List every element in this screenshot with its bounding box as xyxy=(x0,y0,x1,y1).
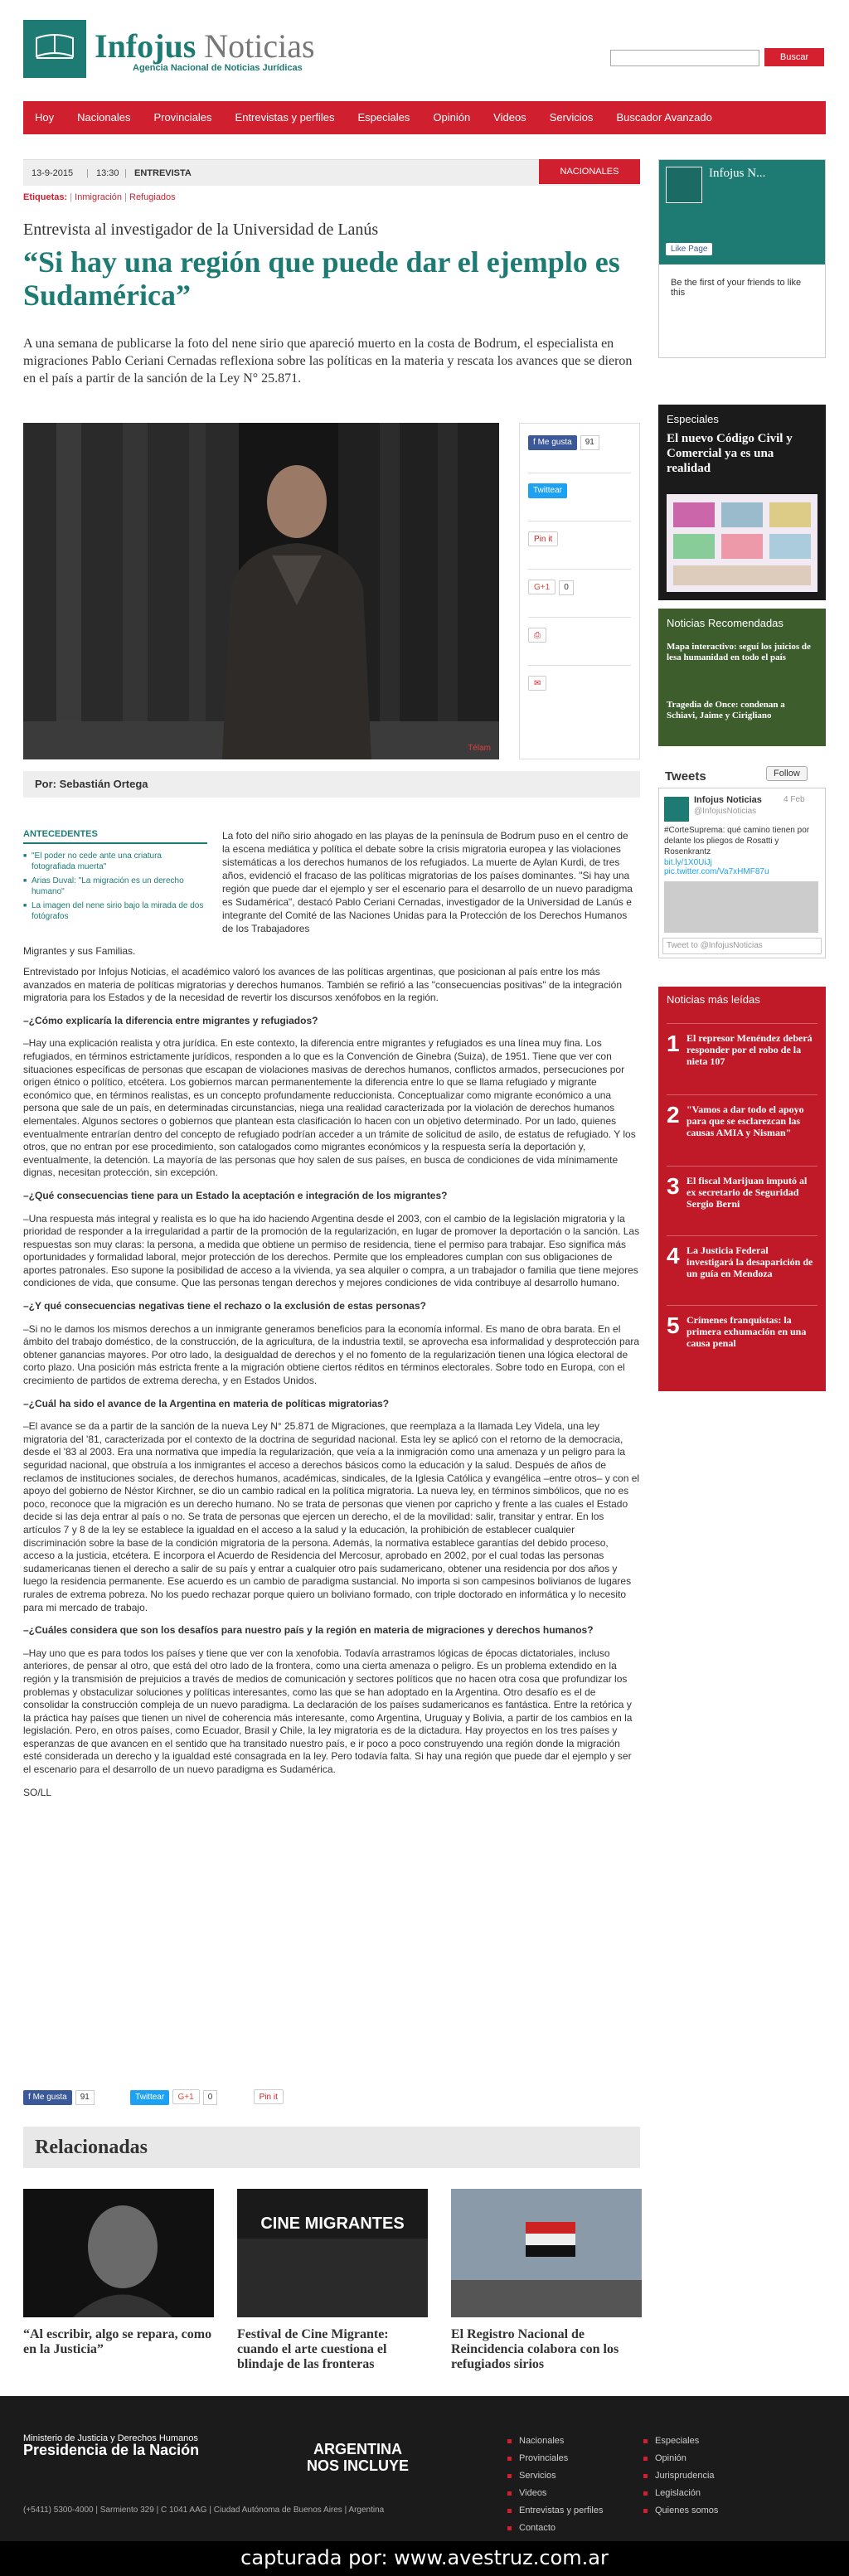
mas-leidas-title[interactable]: La Justicia Federal investigará la desaparición de un guía en Mendoza xyxy=(686,1244,813,1279)
article-date: 13-9-2015 xyxy=(32,168,74,178)
twitter-widget xyxy=(658,763,826,982)
main-nav xyxy=(23,101,826,134)
tag-link[interactable]: Refugiados xyxy=(129,192,176,202)
rank-number: 5 xyxy=(667,1312,680,1338)
portrait-image xyxy=(23,423,499,759)
antecedentes-title: ANTECEDENTES xyxy=(23,829,207,844)
section-badge[interactable]: NACIONALES xyxy=(539,159,640,184)
article-byline: Por: Sebastián Ortega xyxy=(23,771,640,798)
facebook-widget xyxy=(658,159,826,358)
tags-row: Etiquetas: | Inmigración | Refugiados xyxy=(23,192,176,202)
especiales-title[interactable]: El nuevo Código Civil y Comercial ya es una realidad xyxy=(667,432,793,475)
twitter-button[interactable]: Twittear xyxy=(528,483,567,498)
footer-link[interactable]: Quienes somos xyxy=(643,2502,718,2520)
article-paragraph: –Si no le damos los mismos derechos a un inmigrante generamos beneficios para la economía informal. Es mano de obra barata. En el ámbito del trabajo doméstico, de la construcción, de la agricultura, de la industria textil, se aprovecha esa informalidad y desprotección para obtener ganancias mayores. Por otro lado, la desigualdad de derechos y el no fomento de la regularización tienen una lógica electoral de corto plazo. Una posición más estricta frente a la migración obtiene ciertos réditos en términos electorales. Sobre todo en Europa, con el crecimiento de partidos de extrema derecha, y en Estados Unidos. xyxy=(23,1322,640,1387)
tweet-handle[interactable]: @InfojusNoticias xyxy=(694,807,757,816)
mas-leidas-title[interactable]: El represor Menéndez deberá responder por el robo de la nieta 107 xyxy=(686,1032,813,1067)
tag-link[interactable]: Inmigración xyxy=(75,192,123,202)
especiales-heading: Especiales xyxy=(667,413,719,425)
related-image-text: CINE MIGRANTES xyxy=(260,2215,405,2233)
article-paragraph: Migrantes y sus Familias. xyxy=(23,945,136,957)
antecedentes-link[interactable]: ■ La imagen del nene sirio bajo la mirada de dos fotógrafos xyxy=(23,900,207,922)
nav-item-buscador[interactable]: Buscador Avanzado xyxy=(616,111,712,124)
brand-tagline: Agencia Nacional de Noticias Jurídicas xyxy=(133,63,303,73)
nav-item-opinion[interactable]: Opinión xyxy=(433,111,471,124)
facebook-like-count: 91 xyxy=(580,435,599,450)
article-kicker: Entrevista al investigador de la Universidad de Lanús xyxy=(23,221,379,239)
antecedentes-link[interactable]: ■ Arias Duval: "La migración es un derecho humano" xyxy=(23,876,207,897)
nav-item-entrevistas[interactable]: Entrevistas y perfiles xyxy=(235,111,335,124)
article-paragraph: –Hay una explicación realista y otra jurídica. En este contexto, la diferencia entre migrantes y refugiados es una línea muy fina. Los refugiados, en términos estrictamente jurídicos, responden a lo que es la Convención de Ginebra (Suiza), de 1951. Tiene que ver con situaciones específicas de personas que escapan de violaciones masivas de derechos humanos, conflictos armados, persecuciones por origen étnico o político, etcétera. Los gobiernos marcan permanentemente la diferencia entre lo que se llama refugiado y migrante económico que, en términos realistas, es un concepto profundamente reduccionista. Conceptualizar como migrante económico a una persona que sale de un país, en determinadas circunstancias, niega una realidad caracterizada por la violación de derechos humanos elementales. Algunos sectores o gobiernos que plantean esta clasificación lo hacen con un objetivo determinado. Por un lado, quienes eventualmente entrarían dentro del concepto de refugiado podrían acceder a un trámite de solicitud de asilo, de estatus de refugiado. Y los otros, que no entran por ese procedimiento, son catalogados como migrantes económicos y la respuesta sería la deportación y, eventualmente, la detención. La mayoría de las personas que hoy salen de sus países, en busca de condiciones de vida mínimamente dignas, necesitan protección, sin excepción. xyxy=(23,1037,636,1179)
book-icon xyxy=(35,32,75,60)
mas-leidas-heading: Noticias más leídas xyxy=(667,993,760,1006)
footer-link[interactable]: Contacto xyxy=(507,2520,603,2537)
google-plus-count: 0 xyxy=(559,580,574,595)
photo-credit: Télam xyxy=(468,744,491,753)
print-icon[interactable]: ⎙ xyxy=(528,628,546,643)
nav-item-hoy[interactable]: Hoy xyxy=(35,111,55,124)
mas-leidas-title[interactable]: El fiscal Marijuan imputó al ex secretario de Seguridad Sergio Berni xyxy=(686,1175,808,1210)
related-title[interactable]: El Registro Nacional de Reincidencia colabora con los refugiados sirios xyxy=(451,2327,619,2371)
tweet-compose-input[interactable]: Tweet to @InfojusNoticias xyxy=(662,938,822,954)
footer-link[interactable]: Especiales xyxy=(643,2433,718,2450)
rank-number: 4 xyxy=(667,1243,680,1269)
related-item[interactable] xyxy=(237,2189,428,2372)
footer-links-col xyxy=(507,2433,603,2537)
twitter-button[interactable]: Twittear xyxy=(130,2090,169,2105)
rank-number: 2 xyxy=(667,1102,680,1128)
related-title[interactable]: “Al escribir, algo se repara, como en la Justicia” xyxy=(23,2327,212,2356)
article-body xyxy=(23,966,640,1809)
article-time: 13:30 xyxy=(96,168,119,178)
slogan-line: NOS INCLUYE xyxy=(307,2457,410,2474)
interview-question: –¿Cuál ha sido el avance de la Argentina en materia de políticas migratorias? xyxy=(23,1397,390,1409)
mas-leidas-item[interactable] xyxy=(667,1094,817,1138)
article-paragraph: –Una respuesta más integral y realista es lo que ha ido haciendo Argentina desde el 2003, con el cambio de la legislación migratoria y la prioridad de responder a la irregularidad a partir de la promoción de la regularización, en lugar de promover la deportación o la sanción. Las respuestas son muy claras: la persona, a medida que obtiene un permiso de residencia, tiene el permiso para trabajar. Eso significa más oportunidades y formalidad laboral, mejor protección de los derechos. Permite que los empleadores cumplan con sus obligaciones de aportes patronales. Eso supone la posibilidad de acceso a la vivienda, ya sea alquiler o compra, a un trabajador o familia que tiene mejores condiciones de vida, que consume. Que las personas tengan derechos y mejores condiciones de vida contribuye al desarrollo humano. xyxy=(23,1212,640,1289)
ministry-logo[interactable] xyxy=(23,2433,199,2456)
article-photo xyxy=(23,423,499,759)
footer-link[interactable]: Provinciales xyxy=(507,2450,603,2467)
search-button[interactable]: Buscar xyxy=(764,48,824,66)
tweets-heading: Tweets xyxy=(665,769,706,783)
pinterest-button[interactable]: Pin it xyxy=(254,2089,284,2104)
footer-address: (+5411) 5300-4000 | Sarmiento 329 | C 1041 AAG | Ciudad Autónoma de Buenos Aires | Argentina xyxy=(23,2506,385,2515)
mas-leidas-title[interactable]: Crímenes franquistas: la primera exhumación en una causa penal xyxy=(686,1314,807,1349)
related-image[interactable] xyxy=(23,2189,214,2317)
article-lead: A una semana de publicarse la foto del nene sirio que apareció muerto en la costa de Bodrum, el especialista en migraciones Pablo Ceriani Cernadas reflexiona sobre las políticas en la materia y rescata los avances que se dieron en el país a partir de la sanción de la Ley N° 25.871. xyxy=(23,337,633,386)
especiales-image[interactable] xyxy=(667,494,817,592)
nav-item-especiales[interactable]: Especiales xyxy=(357,111,410,124)
facebook-like-page-button[interactable]: Like Page xyxy=(666,243,712,255)
presidency-name: Presidencia de la Nación xyxy=(23,2442,200,2458)
tweet-feed[interactable] xyxy=(658,788,826,958)
article-paragraph: –Hay uno que es para todos los países y tiene que ver con la xenofobia. Todavía arrastramos lógicas de épocas dictatoriales, incluso anteriores, de pensar al otro, que está del otro lado de la frontera, como una cierta amenaza o peligro. Es un problema extendido en la región y la transmisión de prejuicios a través de medios de comunicación y sectores políticos que no hacen otra cosa que profundizar los problemas y obstaculizar soluciones y políticas interesantes, como las que se han adoptado en la Argentina. Otro desafío es el de consolidar la construcción compleja de un nuevo paradigma. La declaración de los países sudamericanos es fantástica. Entre la retórica y la práctica hay países que tienen un nivel de coherencia más interesante, como Argentina, Uruguay y Bolivia, a partir de los cambios en la legislación. Pero, en otros países, como Ecuador, Brasil y Chile, la ley migratoria es de la dictadura. Hay proyectos en los tres países y esperanzas de que avancen en el sentido que ha transitado nuestro país, e ir poco a poco construyendo una región donde la migración esté considerada un derecho y la igualdad esté consagrada en la ley. Pero todavía falta. Si hay una región que puede dar el ejemplo y ser el escenario para el desarrollo de un nuevo paradigma es Sudamérica. xyxy=(23,1647,633,1776)
nav-item-videos[interactable]: Videos xyxy=(493,111,526,124)
tweet-text: #CorteSuprema: qué camino tienen por delante los pliegos de Rosatti y Rosenkrantz xyxy=(664,826,810,856)
mas-leidas-item[interactable] xyxy=(667,1235,817,1279)
article-signature: SO/LL xyxy=(23,1786,52,1798)
mas-leidas-item[interactable] xyxy=(667,1023,817,1067)
footer-links-col xyxy=(643,2433,718,2520)
tweet-image[interactable] xyxy=(664,881,818,933)
slogan-line: ARGENTINA xyxy=(313,2441,402,2457)
mas-leidas-item[interactable] xyxy=(667,1305,817,1349)
recomendadas-heading: Noticias Recomendadas xyxy=(667,617,784,629)
facebook-like-count: 91 xyxy=(75,2090,95,2105)
mas-leidas-title[interactable]: "Vamos a dar todo el apoyo para que se esclarezcan las causas AMIA y Nisman" xyxy=(686,1104,804,1138)
especiales-box[interactable] xyxy=(658,405,826,600)
nav-item-provinciales[interactable]: Provinciales xyxy=(153,111,212,124)
footer-link[interactable]: Entrevistas y perfiles xyxy=(507,2502,603,2520)
tweet-link[interactable]: bit.ly/1X0UiJj pic.twitter.com/Va7xHMF87u xyxy=(664,858,769,876)
related-title[interactable]: Festival de Cine Migrante: cuando el arte cuestiona el blindaje de las fronteras xyxy=(237,2327,389,2371)
recomendadas-box xyxy=(658,609,826,746)
related-image[interactable] xyxy=(451,2189,642,2317)
interview-question: –¿Cuáles considera que son los desafíos para nuestro país y la región en materia de migraciones y derechos humanos? xyxy=(23,1624,594,1637)
rank-number: 3 xyxy=(667,1173,680,1199)
recomendadas-item[interactable]: Tragedia de Once: condenan a Schiavi, Jaime y Cirigliano xyxy=(667,700,785,720)
site-logo[interactable] xyxy=(23,20,86,78)
footer-slogan xyxy=(307,2441,409,2474)
email-icon[interactable]: ✉ xyxy=(528,676,546,691)
footer-link[interactable]: Legislación xyxy=(643,2485,718,2502)
site-header xyxy=(0,0,849,95)
footer-link[interactable]: Servicios xyxy=(507,2467,603,2485)
related-item[interactable] xyxy=(451,2189,642,2372)
pinterest-button[interactable]: Pin it xyxy=(528,531,558,546)
bottom-share-bar xyxy=(23,2089,640,2109)
related-header: Relacionadas xyxy=(23,2127,640,2168)
article-headline: “Si hay una región que puede dar el ejemplo es Sudamérica” xyxy=(23,245,620,312)
google-plus-button[interactable]: G+1 xyxy=(172,2089,200,2104)
related-image[interactable] xyxy=(237,2189,428,2317)
article-paragraph: Entrevistado por Infojus Noticias, el académico valoró los avances de las políticas argentinas, que posicionan al país entre los más avanzados en materia de políticas migratorias y derechos humanos. También se refirió a las "consecuencias positivas" de la integración migratoria para los Estados y de la necesidad de revertir los discursos xenófobos en la región. xyxy=(23,966,623,1004)
footer-link[interactable]: Jurisprudencia xyxy=(643,2467,718,2485)
avatar xyxy=(664,797,689,822)
footer-link[interactable]: Videos xyxy=(507,2485,603,2502)
article-paragraph: La foto del niño sirio ahogado en las playas de la península de Bodrum puso en el centro de la escena mediática y política el debate sobre la crisis migratoria europea y las violaciones sistemáticas a los derechos humanos de los refugiados. La muerte de Aylan Kurdi, de tres años, evidenció el fracaso de las políticas migratorias de los países dominantes. "Si hay una región que puede dar el ejemplo y ser el escenario para el desarrollo de un nuevo paradigma es Sudamérica", destacó Pablo Ceriani Cernadas, investigador de la Universidad de Lanús e integrante del Comité de las Naciones Unidas para la Protección de los Derechos Humanos de los Trabajadores xyxy=(222,830,633,934)
facebook-widget-text: Be the first of your friends to like this xyxy=(671,278,802,298)
rank-number: 1 xyxy=(667,1031,680,1056)
interview-question: –¿Y qué consecuencias negativas tiene el rechazo o la exclusión de estas personas? xyxy=(23,1300,426,1312)
book-icon xyxy=(666,167,702,203)
tweet-user[interactable]: Infojus Noticias xyxy=(694,795,762,805)
twitter-follow-button[interactable]: Follow xyxy=(766,766,808,781)
article-type: ENTREVISTA xyxy=(134,168,192,178)
antecedentes-link[interactable]: ■ "El poder no cede ante una criatura fotografiada muerta" xyxy=(23,851,207,872)
capture-watermark: capturada por: www.avestruz.com.ar xyxy=(0,2541,849,2576)
footer-link[interactable]: Nacionales xyxy=(507,2433,603,2450)
search-input[interactable] xyxy=(610,50,759,66)
facebook-page-title[interactable]: Infojus N... xyxy=(709,167,766,180)
ministry-name: Ministerio de Justicia y Derechos Humanos xyxy=(23,2433,198,2443)
tweet-date: 4 Feb xyxy=(784,795,805,804)
antecedentes-box xyxy=(23,829,207,925)
brand-name[interactable]: Infojus Noticias xyxy=(95,27,315,65)
related-item[interactable] xyxy=(23,2189,214,2357)
facebook-like-button[interactable]: f Me gusta xyxy=(528,435,577,450)
google-plus-count: 0 xyxy=(203,2090,218,2105)
site-footer xyxy=(0,2396,849,2541)
interview-question: –¿Qué consecuencias tiene para un Estado la aceptación e integración de los migrantes? xyxy=(23,1189,448,1201)
facebook-like-button[interactable]: f Me gusta xyxy=(23,2090,72,2105)
article-meta-bar: 13-9-2015 | 13:30 | ENTREVISTA xyxy=(23,159,640,186)
mas-leidas-box xyxy=(658,987,826,1391)
tags-label: Etiquetas: xyxy=(23,192,68,202)
nav-item-nacionales[interactable]: Nacionales xyxy=(77,111,131,124)
share-panel xyxy=(519,423,640,759)
nav-item-servicios[interactable]: Servicios xyxy=(549,111,594,124)
footer-link[interactable]: Opinión xyxy=(643,2450,718,2467)
article-paragraph: –El avance se da a partir de la sanción de la nueva Ley N° 25.871 de Migraciones, que reemplaza a la llamada Ley Videla, una ley migratoria del '81, caracterizada por el contexto de la doctrina de seguridad nacional. Esta ley se aplicó con el retorno de la democracia, desde el '83 al 2003. Era una normativa que impedía la regularización, que veía a la inmigración como una amenaza y un peligro para la seguridad nacional, que obstruía a los inmigrantes el acceso a derechos básicos como la educación y la salud. Después de años de reclamos de instituciones sociales, de derechos humanos, académicas, sindicales, de la Iglesia Católica y evangélica –entre otros– y con el apoyo del gobierno de Néstor Kirchner, se dio un cambio radical en la política migratoria. La nueva ley, en términos simbólicos, que no es poco, reconoce que la migración es un derecho humano. No se trata de personas que vienen por capricho y frente a las cuales el Estado decide si las deja entrar al país o no. Se trata de personas que ejercen un derecho, el de la movilidad: salir, transitar y entrar. En los artículos 7 y 8 de la ley se establece la igualdad en el acceso a la salud y la educación, la prohibición de establecer cualquier discriminación sobre la base de la condición migratoria de la persona. Además, la normativa establece garantías del debido proceso, acceso a la justicia, etcétera. E incorpora el Acuerdo de Residencia del Mercosur, aprobado en 2002, por el cual todas las personas sudamericanas tienen el derecho a salir de su país y entrar a cualquier otro país sudamericano, obtener una residencia por dos años y luego la residencia permanente. Ese acuerdo es un cambio de paradigma sustancial. No importa si son campesinos bolivianos de lugares rurales de extrema pobreza. No los puedo rechazar porque quiero un boliviano formado, con triple doctorado en informática y lo necesito para mi mercado de trabajo. xyxy=(23,1420,640,1613)
mas-leidas-item[interactable] xyxy=(667,1166,817,1210)
google-plus-button[interactable]: G+1 xyxy=(528,580,555,594)
interview-question: –¿Cómo explicaría la diferencia entre migrantes y refugiados? xyxy=(23,1014,318,1026)
recomendadas-item[interactable]: Mapa interactivo: seguí los juicios de lesa humanidad en todo el país xyxy=(667,642,811,662)
